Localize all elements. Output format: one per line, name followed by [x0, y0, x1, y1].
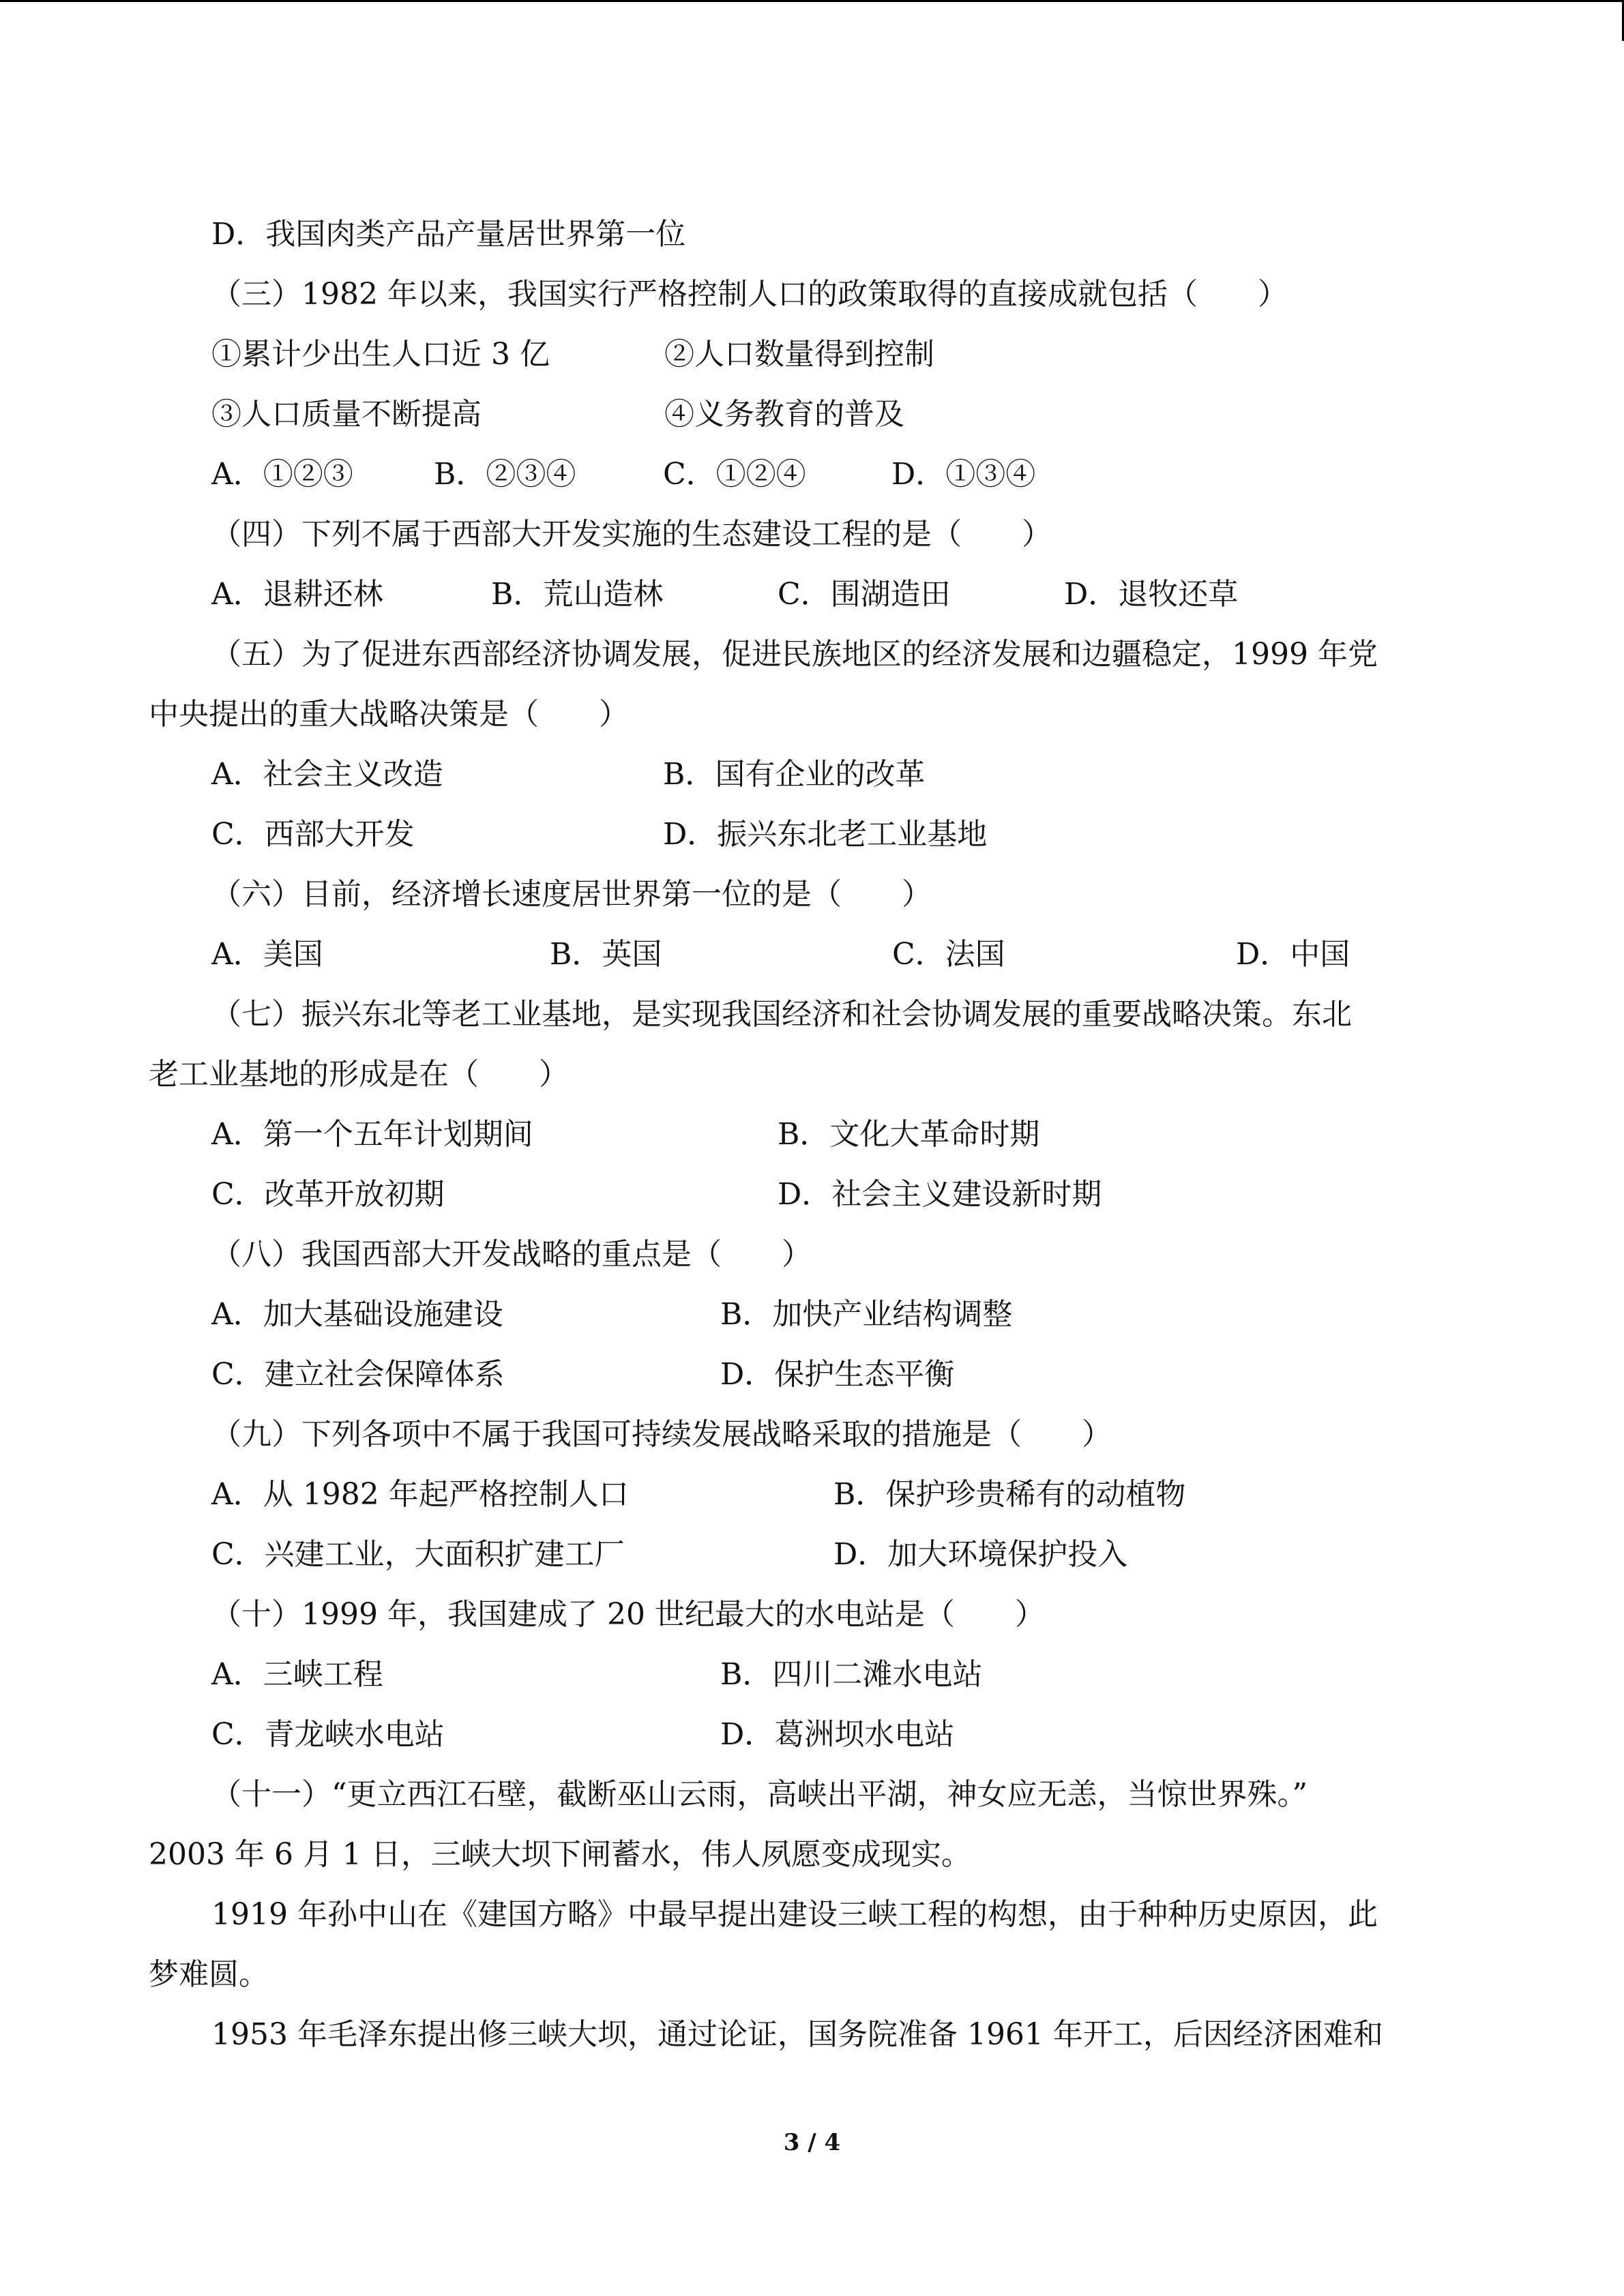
q3-option-a: A．①②③ — [211, 457, 353, 492]
q10-option-b: B．四川二滩水电站 — [720, 1657, 983, 1692]
q9-option-c: C．兴建工业，大面积扩建工厂 — [211, 1537, 625, 1572]
q8-stem: （八）我国西部大开发战略的重点是（ ） — [211, 1237, 812, 1272]
q6-option-d: D．中国 — [1236, 937, 1350, 972]
q4-option-c: C．围湖造田 — [778, 577, 951, 612]
q5-options-row-2 — [149, 805, 1475, 865]
q6-option-a: A．美国 — [211, 937, 323, 972]
q11-paragraph-2-line-1: 1919 年孙中山在《建国方略》中最早提出建设三峡工程的构想，由于种种历史原因，此 — [211, 1897, 1378, 1932]
q11-paragraph-3-line-1: 1953 年毛泽东提出修三峡大坝，通过论证，国务院准备 1961 年开工，后因经济困难和 — [211, 2017, 1383, 2052]
q5-option-b: B．国有企业的改革 — [663, 757, 926, 792]
q3-option-c: C．①②④ — [663, 457, 806, 492]
q10-option-d: D．葛洲坝水电站 — [720, 1717, 955, 1752]
q7-options-row-1 — [149, 1105, 1475, 1165]
q6-stem: （六）目前，经济增长速度居世界第一位的是（ ） — [211, 877, 932, 912]
q8-options-row-2 — [149, 1345, 1475, 1405]
q9-stem: （九）下列各项中不属于我国可持续发展战略采取的措施是（ ） — [211, 1417, 1112, 1452]
q8-option-d: D．保护生态平衡 — [720, 1357, 955, 1392]
q4-option-b: B．荒山造林 — [491, 577, 664, 612]
q3-item-4: ④义务教育的普及 — [664, 397, 904, 432]
q10-options-row-2 — [149, 1705, 1475, 1765]
q7-stem-line-1: （七）振兴东北等老工业基地，是实现我国经济和社会协调发展的重要战略决策。东北 — [211, 997, 1352, 1032]
q9-option-b: B．保护珍贵稀有的动植物 — [833, 1477, 1186, 1512]
q3-option-d: D．①③④ — [891, 457, 1036, 492]
q5-option-d: D．振兴东北老工业基地 — [663, 817, 988, 852]
q7-option-c: C．改革开放初期 — [211, 1177, 445, 1212]
q4-stem: （四）下列不属于西部大开发实施的生态建设工程的是（ ） — [211, 517, 1052, 552]
q3-items-row-1 — [149, 325, 1475, 385]
q10-options-row-1 — [149, 1645, 1475, 1705]
q8-options-row-1 — [149, 1285, 1475, 1345]
q6-option-b: B．英国 — [550, 937, 662, 972]
q7-option-a: A．第一个五年计划期间 — [211, 1117, 533, 1152]
q11-stem-line-2: 2003 年 6 月 1 日，三峡大坝下闸蓄水，伟人夙愿变成现实。 — [149, 1837, 971, 1872]
q6-option-c: C．法国 — [892, 937, 1005, 972]
page-number: 3 / 4 — [783, 2129, 841, 2156]
q9-option-d: D．加大环境保护投入 — [833, 1537, 1128, 1572]
q7-option-b: B．文化大革命时期 — [778, 1117, 1040, 1152]
q6-options — [149, 925, 1475, 985]
q11-paragraph-2-line-2: 梦难圆。 — [149, 1957, 269, 1992]
q7-stem-line-2: 老工业基地的形成是在（ ） — [149, 1057, 569, 1092]
q8-option-b: B．加快产业结构调整 — [720, 1297, 1013, 1332]
q5-options-row-1 — [149, 745, 1475, 805]
q3-item-3: ③人口质量不断提高 — [211, 397, 482, 432]
q2-option-d: D．我国肉类产品产量居世界第一位 — [211, 217, 686, 252]
q5-option-a: A．社会主义改造 — [211, 757, 443, 792]
document-body — [149, 205, 1475, 2065]
q3-item-2: ②人口数量得到控制 — [664, 337, 934, 372]
q7-option-d: D．社会主义建设新时期 — [778, 1177, 1102, 1212]
q10-option-c: C．青龙峡水电站 — [211, 1717, 445, 1752]
q5-option-c: C．西部大开发 — [211, 817, 415, 852]
q10-stem: （十）1999 年，我国建成了 20 世纪最大的水电站是（ ） — [211, 1597, 1045, 1632]
q8-option-c: C．建立社会保障体系 — [211, 1357, 505, 1392]
q9-option-a: A．从 1982 年起严格控制人口 — [211, 1477, 629, 1512]
q8-option-a: A．加大基础设施建设 — [211, 1297, 503, 1332]
q9-options-row-2 — [149, 1525, 1475, 1585]
q3-stem: （三）1982 年以来，我国实行严格控制人口的政策取得的直接成就包括（ ） — [211, 277, 1288, 312]
q9-options-row-1 — [149, 1465, 1475, 1525]
q3-items-row-2 — [149, 385, 1475, 445]
q7-options-row-2 — [149, 1165, 1475, 1225]
q4-option-a: A．退耕还林 — [211, 577, 383, 612]
q3-item-1: ①累计少出生人口近 3 亿 — [211, 337, 550, 372]
page-top-border — [0, 0, 1624, 2]
q11-stem-line-1: （十一）“更立西江石壁，截断巫山云雨，高峡出平湖，神女应无恙，当惊世界殊。” — [211, 1777, 1308, 1812]
q5-stem-line-1: （五）为了促进东西部经济协调发展，促进民族地区的经济发展和边疆稳定，1999 年党 — [211, 637, 1378, 672]
q3-option-b: B．②③④ — [434, 457, 576, 492]
q4-options — [149, 565, 1475, 625]
q4-option-d: D．退牧还草 — [1064, 577, 1239, 612]
q3-options — [149, 445, 1475, 505]
q5-stem-line-2: 中央提出的重大战略决策是（ ） — [149, 697, 629, 732]
q10-option-a: A．三峡工程 — [211, 1657, 383, 1692]
